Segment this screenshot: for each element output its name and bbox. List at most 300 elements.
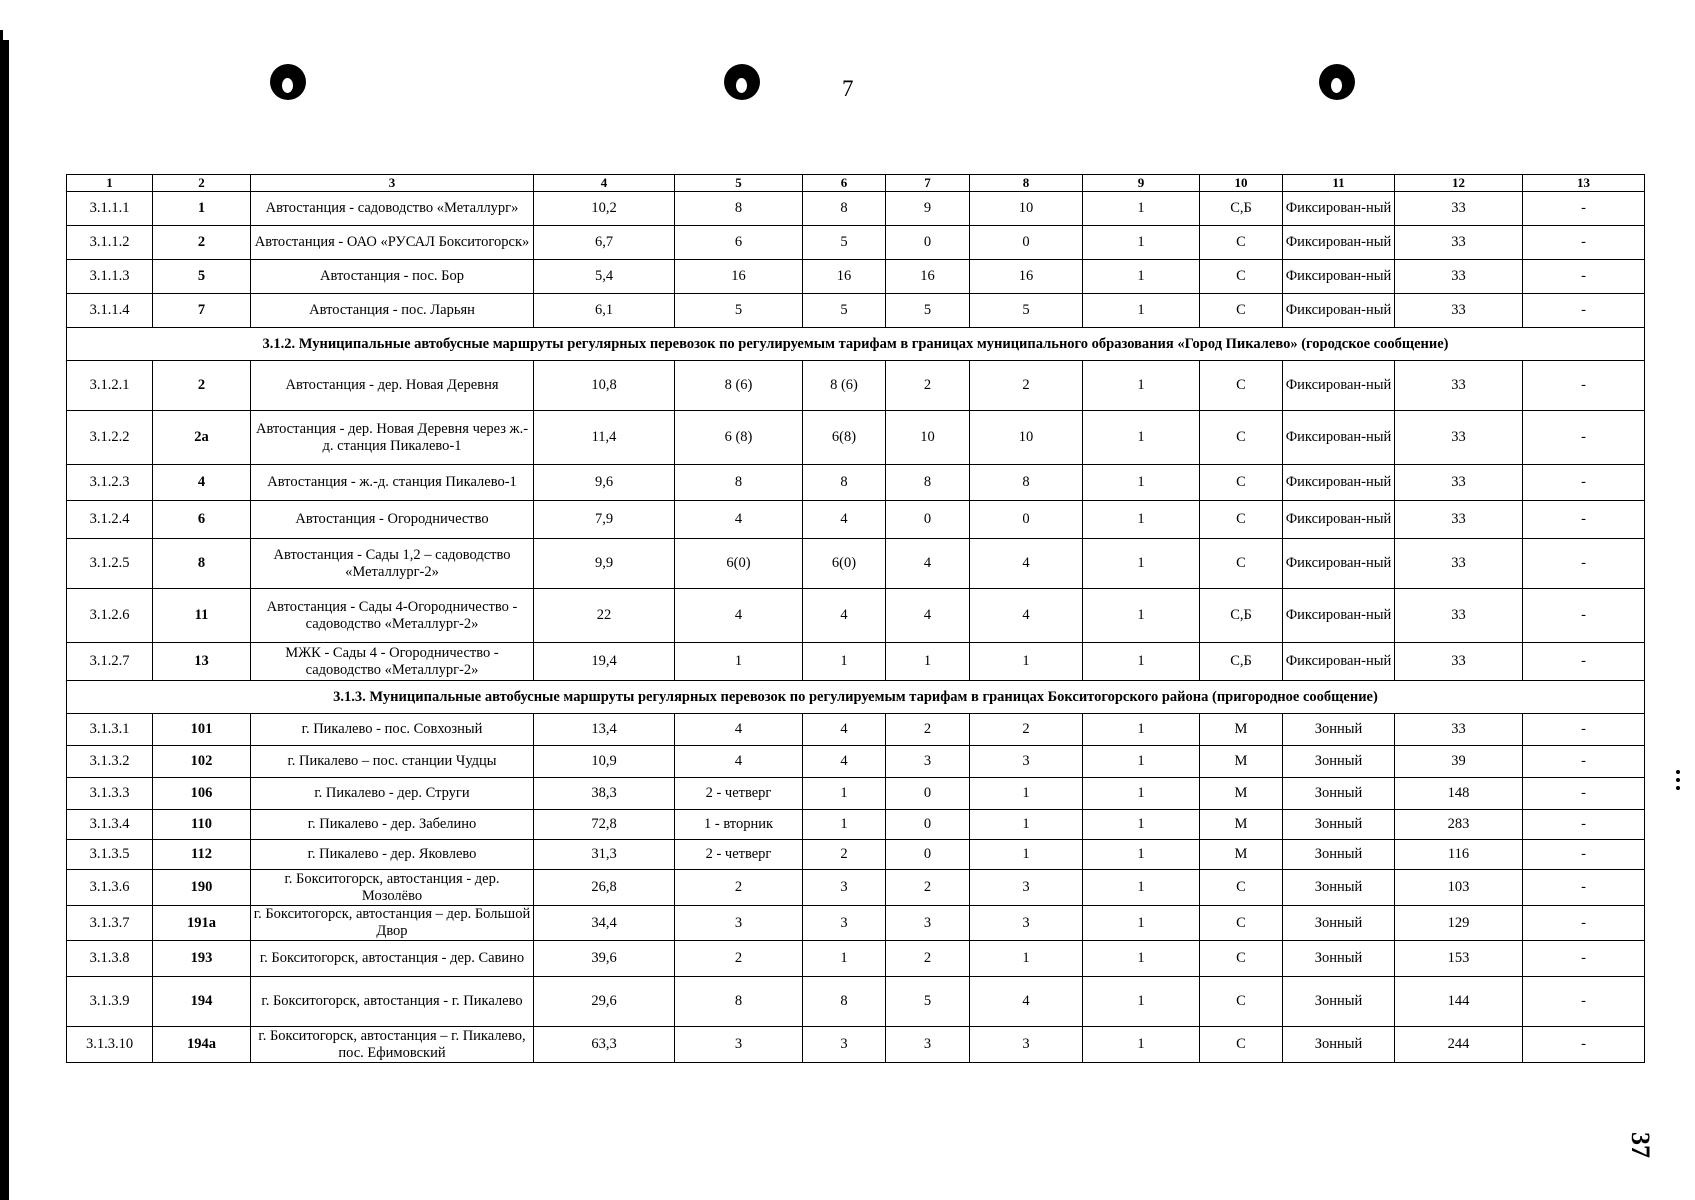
route-number-cell: 190 [153, 870, 251, 906]
row-number-cell: 3.1.2.5 [67, 539, 153, 589]
column-header: 4 [534, 175, 675, 192]
table-row [67, 941, 1645, 977]
tariff-type-cell: Зонный [1283, 840, 1395, 870]
class-cell: С [1200, 465, 1283, 501]
fare-cell: 33 [1395, 501, 1523, 539]
col8-cell: 10 [970, 192, 1083, 226]
col8-cell: 16 [970, 260, 1083, 294]
class-cell: С [1200, 977, 1283, 1027]
table-row [67, 192, 1645, 226]
route-number-cell: 2 [153, 226, 251, 260]
column-header: 12 [1395, 175, 1523, 192]
col7-cell: 5 [886, 977, 970, 1027]
col7-cell: 0 [886, 778, 970, 810]
col8-cell: 1 [970, 778, 1083, 810]
col9-cell: 1 [1083, 1027, 1200, 1063]
side-page-number: 37 [1626, 1132, 1655, 1158]
col5-cell: 8 [675, 192, 803, 226]
col6-cell: 4 [803, 589, 886, 643]
class-cell: С [1200, 294, 1283, 328]
row-number-cell: 3.1.3.1 [67, 714, 153, 746]
col9-cell: 1 [1083, 746, 1200, 778]
col5-cell: 4 [675, 589, 803, 643]
col7-cell: 0 [886, 226, 970, 260]
table-header-row [67, 175, 1645, 192]
punch-hole-center [724, 64, 760, 100]
route-number-cell: 6 [153, 501, 251, 539]
tariff-type-cell: Зонный [1283, 1027, 1395, 1063]
col6-cell: 4 [803, 501, 886, 539]
col13-cell: - [1523, 906, 1645, 941]
length-cell: 34,4 [534, 906, 675, 941]
table-row [67, 977, 1645, 1027]
route-name-cell: Автостанция - пос. Бор [251, 260, 534, 294]
row-number-cell: 3.1.1.1 [67, 192, 153, 226]
route-name-cell: г. Бокситогорск, автостанция – г. Пикалево, пос. Ефимовский [251, 1027, 534, 1063]
length-cell: 38,3 [534, 778, 675, 810]
tariff-type-cell: Фиксирован-ный [1283, 411, 1395, 465]
route-name-cell: Автостанция - пос. Ларьян [251, 294, 534, 328]
col6-cell: 8 [803, 977, 886, 1027]
col5-cell: 6(0) [675, 539, 803, 589]
route-number-cell: 7 [153, 294, 251, 328]
fare-cell: 33 [1395, 539, 1523, 589]
length-cell: 39,6 [534, 941, 675, 977]
tariff-type-cell: Зонный [1283, 810, 1395, 840]
row-number-cell: 3.1.2.2 [67, 411, 153, 465]
col7-cell: 0 [886, 810, 970, 840]
route-number-cell: 106 [153, 778, 251, 810]
col9-cell: 1 [1083, 501, 1200, 539]
col5-cell: 5 [675, 294, 803, 328]
column-header: 5 [675, 175, 803, 192]
col13-cell: - [1523, 260, 1645, 294]
tariff-type-cell: Фиксирован-ный [1283, 539, 1395, 589]
route-name-cell: г. Пикалево - дер. Забелино [251, 810, 534, 840]
row-number-cell: 3.1.2.6 [67, 589, 153, 643]
tariff-type-cell: Фиксирован-ный [1283, 192, 1395, 226]
col9-cell: 1 [1083, 294, 1200, 328]
col9-cell: 1 [1083, 870, 1200, 906]
row-number-cell: 3.1.3.10 [67, 1027, 153, 1063]
length-cell: 9,6 [534, 465, 675, 501]
col6-cell: 6(8) [803, 411, 886, 465]
col7-cell: 16 [886, 260, 970, 294]
col5-cell: 4 [675, 501, 803, 539]
punch-hole-right [1319, 64, 1355, 100]
col9-cell: 1 [1083, 192, 1200, 226]
table-row [67, 840, 1645, 870]
col13-cell: - [1523, 294, 1645, 328]
route-name-cell: г. Бокситогорск, автостанция - дер. Савино [251, 941, 534, 977]
row-number-cell: 3.1.3.7 [67, 906, 153, 941]
tariff-type-cell: Фиксирован-ный [1283, 589, 1395, 643]
table-row [67, 643, 1645, 681]
table-row [67, 810, 1645, 840]
col5-cell: 1 - вторник [675, 810, 803, 840]
col13-cell: - [1523, 1027, 1645, 1063]
col8-cell: 4 [970, 977, 1083, 1027]
col5-cell: 1 [675, 643, 803, 681]
col7-cell: 3 [886, 746, 970, 778]
table-row [67, 870, 1645, 906]
length-cell: 10,9 [534, 746, 675, 778]
col5-cell: 8 [675, 465, 803, 501]
col6-cell: 1 [803, 941, 886, 977]
tariff-type-cell: Зонный [1283, 778, 1395, 810]
col9-cell: 1 [1083, 906, 1200, 941]
col5-cell: 8 [675, 977, 803, 1027]
length-cell: 10,2 [534, 192, 675, 226]
table-row [67, 778, 1645, 810]
class-cell: С [1200, 501, 1283, 539]
class-cell: С [1200, 361, 1283, 411]
col7-cell: 9 [886, 192, 970, 226]
col8-cell: 0 [970, 501, 1083, 539]
table-row [67, 411, 1645, 465]
fare-cell: 144 [1395, 977, 1523, 1027]
route-number-cell: 11 [153, 589, 251, 643]
route-name-cell: Автостанция - ОАО «РУСАЛ Бокситогорск» [251, 226, 534, 260]
fare-cell: 116 [1395, 840, 1523, 870]
fare-cell: 33 [1395, 192, 1523, 226]
col7-cell: 3 [886, 906, 970, 941]
col7-cell: 2 [886, 941, 970, 977]
class-cell: С [1200, 906, 1283, 941]
col6-cell: 1 [803, 778, 886, 810]
table-row [67, 1027, 1645, 1063]
row-number-cell: 3.1.3.9 [67, 977, 153, 1027]
col7-cell: 0 [886, 501, 970, 539]
col5-cell: 4 [675, 714, 803, 746]
route-number-cell: 8 [153, 539, 251, 589]
col8-cell: 3 [970, 906, 1083, 941]
route-name-cell: МЖК - Сады 4 - Огородничество - садоводство «Металлург-2» [251, 643, 534, 681]
fare-cell: 153 [1395, 941, 1523, 977]
table-row [67, 539, 1645, 589]
col7-cell: 2 [886, 870, 970, 906]
length-cell: 13,4 [534, 714, 675, 746]
col5-cell: 16 [675, 260, 803, 294]
fare-cell: 33 [1395, 465, 1523, 501]
col8-cell: 8 [970, 465, 1083, 501]
col5-cell: 4 [675, 746, 803, 778]
tariff-type-cell: Фиксирован-ный [1283, 465, 1395, 501]
column-header: 6 [803, 175, 886, 192]
col7-cell: 0 [886, 840, 970, 870]
col5-cell: 8 (6) [675, 361, 803, 411]
col9-cell: 1 [1083, 465, 1200, 501]
col13-cell: - [1523, 778, 1645, 810]
tariff-type-cell: Фиксирован-ный [1283, 226, 1395, 260]
tariff-type-cell: Зонный [1283, 714, 1395, 746]
scan-binding-edge [0, 40, 9, 1200]
length-cell: 6,7 [534, 226, 675, 260]
route-number-cell: 112 [153, 840, 251, 870]
col13-cell: - [1523, 714, 1645, 746]
class-cell: С [1200, 260, 1283, 294]
col8-cell: 1 [970, 643, 1083, 681]
col9-cell: 1 [1083, 589, 1200, 643]
col5-cell: 2 - четверг [675, 840, 803, 870]
table-row [67, 294, 1645, 328]
row-number-cell: 3.1.2.1 [67, 361, 153, 411]
route-name-cell: г. Пикалево - дер. Струги [251, 778, 534, 810]
col8-cell: 0 [970, 226, 1083, 260]
route-number-cell: 5 [153, 260, 251, 294]
punch-hole-left [270, 64, 306, 100]
row-number-cell: 3.1.2.3 [67, 465, 153, 501]
table-row [67, 361, 1645, 411]
route-name-cell: г. Пикалево – пос. станции Чудцы [251, 746, 534, 778]
length-cell: 11,4 [534, 411, 675, 465]
col8-cell: 3 [970, 746, 1083, 778]
col9-cell: 1 [1083, 810, 1200, 840]
col6-cell: 1 [803, 810, 886, 840]
section-title: 3.1.2. Муниципальные автобусные маршруты регулярных перевозок по регулируемым тарифам в границах муниципального образования «Город Пикалево» (городское сообщение) [67, 328, 1645, 361]
route-name-cell: Автостанция - садоводство «Металлург» [251, 192, 534, 226]
col6-cell: 2 [803, 840, 886, 870]
col8-cell: 2 [970, 361, 1083, 411]
row-number-cell: 3.1.3.8 [67, 941, 153, 977]
class-cell: С [1200, 1027, 1283, 1063]
col7-cell: 4 [886, 539, 970, 589]
col13-cell: - [1523, 643, 1645, 681]
fare-cell: 103 [1395, 870, 1523, 906]
col7-cell: 3 [886, 1027, 970, 1063]
col5-cell: 3 [675, 906, 803, 941]
col6-cell: 8 [803, 465, 886, 501]
column-header: 8 [970, 175, 1083, 192]
col13-cell: - [1523, 977, 1645, 1027]
fare-cell: 33 [1395, 294, 1523, 328]
col13-cell: - [1523, 539, 1645, 589]
col6-cell: 6(0) [803, 539, 886, 589]
col6-cell: 4 [803, 714, 886, 746]
fare-cell: 33 [1395, 361, 1523, 411]
col7-cell: 1 [886, 643, 970, 681]
table-row [67, 226, 1645, 260]
fare-cell: 33 [1395, 260, 1523, 294]
col13-cell: - [1523, 870, 1645, 906]
row-number-cell: 3.1.1.4 [67, 294, 153, 328]
length-cell: 31,3 [534, 840, 675, 870]
tariff-type-cell: Зонный [1283, 977, 1395, 1027]
section-title: 3.1.3. Муниципальные автобусные маршруты регулярных перевозок по регулируемым тарифам в границах Бокситогорского района (пригородное сообщение) [67, 681, 1645, 714]
col8-cell: 1 [970, 840, 1083, 870]
col8-cell: 5 [970, 294, 1083, 328]
route-number-cell: 1 [153, 192, 251, 226]
length-cell: 5,4 [534, 260, 675, 294]
col8-cell: 1 [970, 810, 1083, 840]
class-cell: С,Б [1200, 589, 1283, 643]
col13-cell: - [1523, 810, 1645, 840]
length-cell: 6,1 [534, 294, 675, 328]
col9-cell: 1 [1083, 714, 1200, 746]
length-cell: 19,4 [534, 643, 675, 681]
fare-cell: 39 [1395, 746, 1523, 778]
route-number-cell: 110 [153, 810, 251, 840]
class-cell: С [1200, 539, 1283, 589]
row-number-cell: 3.1.3.3 [67, 778, 153, 810]
col8-cell: 3 [970, 870, 1083, 906]
route-name-cell: Автостанция - Сады 1,2 – садоводство «Металлург-2» [251, 539, 534, 589]
class-cell: С [1200, 411, 1283, 465]
col13-cell: - [1523, 192, 1645, 226]
col13-cell: - [1523, 411, 1645, 465]
table-row [67, 589, 1645, 643]
column-header: 9 [1083, 175, 1200, 192]
col6-cell: 3 [803, 906, 886, 941]
class-cell: М [1200, 714, 1283, 746]
class-cell: М [1200, 746, 1283, 778]
col9-cell: 1 [1083, 643, 1200, 681]
col6-cell: 8 (6) [803, 361, 886, 411]
column-header: 1 [67, 175, 153, 192]
col13-cell: - [1523, 840, 1645, 870]
fare-cell: 33 [1395, 589, 1523, 643]
fare-cell: 283 [1395, 810, 1523, 840]
length-cell: 22 [534, 589, 675, 643]
tariff-type-cell: Зонный [1283, 870, 1395, 906]
page-number: 7 [842, 76, 854, 101]
route-number-cell: 194а [153, 1027, 251, 1063]
routes-table [66, 174, 1645, 1063]
class-cell: С [1200, 870, 1283, 906]
class-cell: М [1200, 778, 1283, 810]
table-row [67, 260, 1645, 294]
col7-cell: 8 [886, 465, 970, 501]
route-number-cell: 193 [153, 941, 251, 977]
tariff-type-cell: Зонный [1283, 906, 1395, 941]
tariff-type-cell: Фиксирован-ный [1283, 260, 1395, 294]
class-cell: М [1200, 810, 1283, 840]
col6-cell: 1 [803, 643, 886, 681]
table-row [67, 465, 1645, 501]
class-cell: С [1200, 226, 1283, 260]
col9-cell: 1 [1083, 226, 1200, 260]
row-number-cell: 3.1.3.4 [67, 810, 153, 840]
col13-cell: - [1523, 501, 1645, 539]
col9-cell: 1 [1083, 941, 1200, 977]
col13-cell: - [1523, 941, 1645, 977]
row-number-cell: 3.1.3.6 [67, 870, 153, 906]
col9-cell: 1 [1083, 778, 1200, 810]
col9-cell: 1 [1083, 840, 1200, 870]
section-header-row [67, 681, 1645, 714]
row-number-cell: 3.1.2.7 [67, 643, 153, 681]
col5-cell: 2 [675, 870, 803, 906]
route-name-cell: Автостанция - Огородничество [251, 501, 534, 539]
col8-cell: 10 [970, 411, 1083, 465]
fare-cell: 148 [1395, 778, 1523, 810]
col13-cell: - [1523, 226, 1645, 260]
route-number-cell: 191а [153, 906, 251, 941]
route-name-cell: Автостанция - дер. Новая Деревня [251, 361, 534, 411]
col5-cell: 6 (8) [675, 411, 803, 465]
tariff-type-cell: Фиксирован-ный [1283, 501, 1395, 539]
route-number-cell: 2 [153, 361, 251, 411]
col7-cell: 2 [886, 361, 970, 411]
tariff-type-cell: Фиксирован-ный [1283, 361, 1395, 411]
col7-cell: 2 [886, 714, 970, 746]
col6-cell: 16 [803, 260, 886, 294]
fare-cell: 33 [1395, 411, 1523, 465]
route-name-cell: Автостанция - Сады 4-Огородничество - садоводство «Металлург-2» [251, 589, 534, 643]
col7-cell: 5 [886, 294, 970, 328]
route-number-cell: 4 [153, 465, 251, 501]
section-header-row [67, 328, 1645, 361]
column-header: 3 [251, 175, 534, 192]
route-name-cell: г. Бокситогорск, автостанция – дер. Большой Двор [251, 906, 534, 941]
route-name-cell: Автостанция - дер. Новая Деревня через ж.-д. станция Пикалево-1 [251, 411, 534, 465]
col8-cell: 1 [970, 941, 1083, 977]
col6-cell: 4 [803, 746, 886, 778]
length-cell: 7,9 [534, 501, 675, 539]
class-cell: С [1200, 941, 1283, 977]
col8-cell: 3 [970, 1027, 1083, 1063]
length-cell: 63,3 [534, 1027, 675, 1063]
row-number-cell: 3.1.3.5 [67, 840, 153, 870]
row-number-cell: 3.1.2.4 [67, 501, 153, 539]
table-row [67, 501, 1645, 539]
col13-cell: - [1523, 589, 1645, 643]
length-cell: 29,6 [534, 977, 675, 1027]
tariff-type-cell: Зонный [1283, 941, 1395, 977]
route-number-cell: 13 [153, 643, 251, 681]
route-name-cell: г. Пикалево - пос. Совхозный [251, 714, 534, 746]
route-number-cell: 194 [153, 977, 251, 1027]
col8-cell: 2 [970, 714, 1083, 746]
row-number-cell: 3.1.1.2 [67, 226, 153, 260]
col6-cell: 8 [803, 192, 886, 226]
route-number-cell: 2а [153, 411, 251, 465]
col9-cell: 1 [1083, 361, 1200, 411]
fare-cell: 33 [1395, 643, 1523, 681]
col5-cell: 6 [675, 226, 803, 260]
col9-cell: 1 [1083, 260, 1200, 294]
length-cell: 10,8 [534, 361, 675, 411]
col13-cell: - [1523, 465, 1645, 501]
route-name-cell: Автостанция - ж.-д. станция Пикалево-1 [251, 465, 534, 501]
col6-cell: 3 [803, 1027, 886, 1063]
table-row [67, 746, 1645, 778]
col9-cell: 1 [1083, 539, 1200, 589]
class-cell: М [1200, 840, 1283, 870]
fare-cell: 244 [1395, 1027, 1523, 1063]
col5-cell: 3 [675, 1027, 803, 1063]
class-cell: С,Б [1200, 643, 1283, 681]
col9-cell: 1 [1083, 977, 1200, 1027]
col6-cell: 3 [803, 870, 886, 906]
column-header: 7 [886, 175, 970, 192]
column-header: 2 [153, 175, 251, 192]
length-cell: 72,8 [534, 810, 675, 840]
column-header: 13 [1523, 175, 1645, 192]
route-number-cell: 102 [153, 746, 251, 778]
row-number-cell: 3.1.3.2 [67, 746, 153, 778]
route-name-cell: г. Бокситогорск, автостанция - дер. Мозолёво [251, 870, 534, 906]
table-row [67, 714, 1645, 746]
row-number-cell: 3.1.1.3 [67, 260, 153, 294]
fare-cell: 33 [1395, 226, 1523, 260]
tariff-type-cell: Зонный [1283, 746, 1395, 778]
tariff-type-cell: Фиксирован-ный [1283, 643, 1395, 681]
route-name-cell: г. Бокситогорск, автостанция - г. Пикалево [251, 977, 534, 1027]
tariff-type-cell: Фиксирован-ный [1283, 294, 1395, 328]
fare-cell: 129 [1395, 906, 1523, 941]
route-number-cell: 101 [153, 714, 251, 746]
